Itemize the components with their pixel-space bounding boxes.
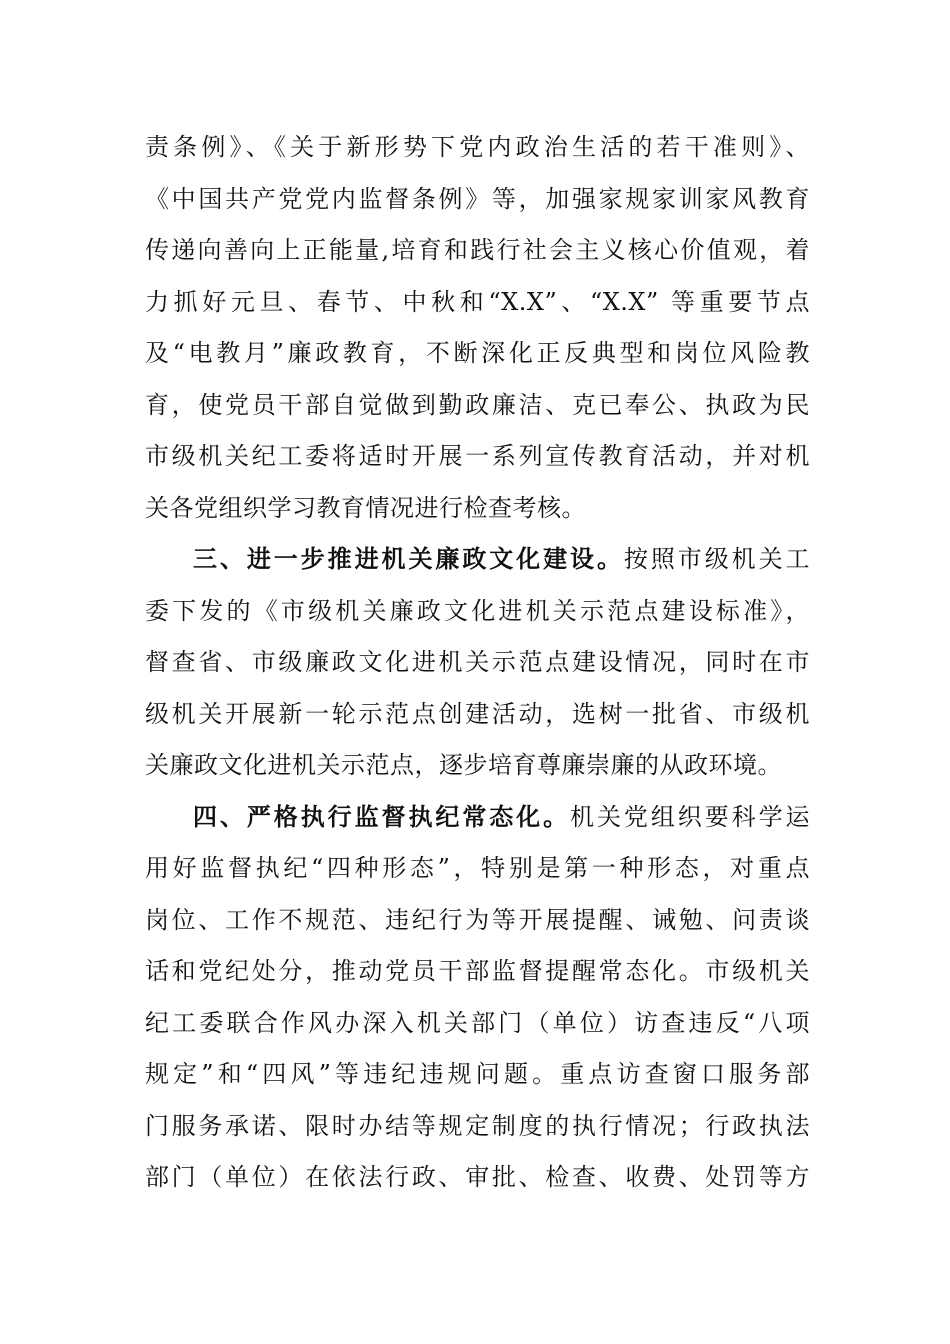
section-4-line: 纪工委联合作风办深入机关部门（单位）访查违反“八项 xyxy=(145,1008,810,1037)
section-3-line: 委下发的《市级机关廉政文化进机关示范点建设标准》， xyxy=(145,596,810,625)
body-line-1: 责条例》、《关于新形势下党内政治生活的若干准则》、 xyxy=(145,133,810,161)
body-line-8: 关各党组织学习教育情况进行检查考核。 xyxy=(145,493,586,522)
body-line-5: 及“电教月”廉政教育，不断深化正反典型和岗位风险教 xyxy=(145,339,810,367)
section-4-line: 用好监督执纪“四种形态”，特别是第一种形态，对重点 xyxy=(145,854,810,882)
section-4-line: 门服务承诺、限时办结等规定制度的执行情况；行政执法 xyxy=(145,1111,810,1140)
section-3-first-line-text: 按照市级机关工 xyxy=(623,545,811,573)
section-3-line: 级机关开展新一轮示范点创建活动，选树一批省、市级机 xyxy=(145,699,810,728)
body-line-3: 传递向善向上正能量,培育和践行社会主义核心价值观，着 xyxy=(145,236,810,264)
body-line-4: 力抓好元旦、春节、中秋和“X.X”、“X.X” 等重要节点 xyxy=(145,287,810,316)
section-4-line: 话和党纪处分，推动党员干部监督提醒常态化。市级机关 xyxy=(145,957,810,985)
body-line-6: 育，使党员干部自觉做到勤政廉洁、克已奉公、执政为民 xyxy=(145,390,810,419)
section-3-heading: 三、进一步推进机关廉政文化建设。 xyxy=(193,545,624,573)
body-line-7: 市级机关纪工委将适时开展一系列宣传教育活动，并对机 xyxy=(145,442,810,470)
section-3-first-line xyxy=(145,534,810,586)
section-4-heading: 四、严格执行监督执纪常态化。 xyxy=(193,802,571,831)
section-3-line: 关廉政文化进机关示范点，逐步培育尊廉崇廉的从政环境。 xyxy=(145,751,782,779)
section-4-line: 岗位、工作不规范、违纪行为等开展提醒、诫勉、问责谈 xyxy=(145,905,810,934)
section-4-line: 规定”和“四风”等违纪违规问题。重点访查窗口服务部 xyxy=(145,1060,810,1088)
body-line-2: 《中国共产党党内监督条例》等，加强家规家训家风教育 xyxy=(145,184,810,213)
document-body xyxy=(145,122,810,1204)
section-4-line: 部门（单位）在依法行政、审批、检查、收费、处罚等方 xyxy=(145,1163,810,1191)
section-3-line: 督查省、市级廉政文化进机关示范点建设情况，同时在市 xyxy=(145,648,810,676)
section-4-first-line-text: 机关党组织要科学运 xyxy=(570,802,811,831)
section-4-first-line xyxy=(145,792,810,844)
